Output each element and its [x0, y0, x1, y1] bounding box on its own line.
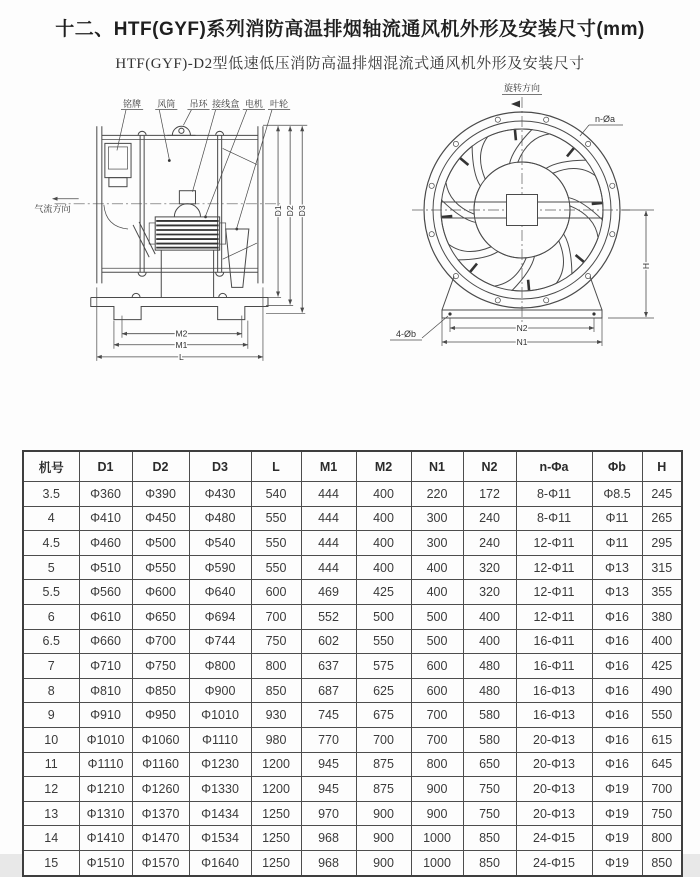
table-cell: Φ1230 — [189, 752, 251, 777]
table-cell: 700 — [411, 703, 463, 728]
table-cell: Φ16 — [592, 654, 642, 679]
table-cell: 400 — [356, 506, 411, 531]
table-cell: Φ800 — [189, 654, 251, 679]
table-cell: 602 — [301, 629, 356, 654]
table-cell: 12-Φ11 — [516, 580, 592, 605]
column-header: M2 — [356, 451, 411, 482]
table-cell: 480 — [463, 678, 516, 703]
column-header: D3 — [189, 451, 251, 482]
table-cell: Φ450 — [132, 506, 189, 531]
table-cell: 980 — [251, 727, 301, 752]
table-row — [23, 555, 682, 580]
table-cell: 16-Φ11 — [516, 654, 592, 679]
foot-bolts-label: 4-Øb — [395, 329, 417, 339]
table-cell: Φ19 — [592, 826, 642, 851]
fan-size-cell: 13 — [23, 801, 79, 826]
table-row — [23, 580, 682, 605]
diameter-dimensions — [263, 125, 307, 313]
dim-d2: D2 — [285, 205, 296, 217]
table-cell: Φ560 — [79, 580, 132, 605]
table-cell: Φ1010 — [189, 703, 251, 728]
flange-bolts-label: n-Øa — [594, 114, 616, 124]
fan-size-cell: 4.5 — [23, 531, 79, 556]
column-header: L — [251, 451, 301, 482]
table-cell: 24-Φ15 — [516, 850, 592, 875]
fan-size-cell: 14 — [23, 826, 79, 851]
table-cell: Φ13 — [592, 555, 642, 580]
table-cell: 645 — [642, 752, 682, 777]
table-cell: 12-Φ11 — [516, 555, 592, 580]
table-cell: 700 — [411, 727, 463, 752]
table-cell: 552 — [301, 604, 356, 629]
junction-box-label: 接线盒 — [212, 99, 240, 110]
table-row — [23, 801, 682, 826]
table-cell: 1250 — [251, 826, 301, 851]
dim-l: L — [179, 351, 184, 362]
table-cell: 850 — [463, 850, 516, 875]
table-cell: Φ590 — [189, 555, 251, 580]
table-cell: 400 — [356, 531, 411, 556]
table-cell: Φ16 — [592, 629, 642, 654]
table-cell: 850 — [251, 678, 301, 703]
airflow-label: 气流方向 — [34, 203, 71, 214]
table-row — [23, 703, 682, 728]
table-cell: 930 — [251, 703, 301, 728]
table-cell: 550 — [251, 555, 301, 580]
table-cell: Φ610 — [79, 604, 132, 629]
table-cell: 20-Φ13 — [516, 801, 592, 826]
table-cell: 945 — [301, 752, 356, 777]
table-cell: 875 — [356, 777, 411, 802]
table-cell: Φ1534 — [189, 826, 251, 851]
table-cell: 1200 — [251, 777, 301, 802]
table-cell: 750 — [642, 801, 682, 826]
table-cell: 320 — [463, 580, 516, 605]
table-cell: 687 — [301, 678, 356, 703]
page-subtitle: HTF(GYF)-D2型低速低压消防高温排烟混流式通风机外形及安装尺寸 — [115, 56, 585, 72]
table-cell: Φ1330 — [189, 777, 251, 802]
table-cell: 20-Φ13 — [516, 727, 592, 752]
table-cell: 245 — [642, 482, 682, 507]
table-cell: Φ430 — [189, 482, 251, 507]
table-cell: 8-Φ11 — [516, 506, 592, 531]
table-cell: 900 — [356, 850, 411, 875]
table-cell: Φ460 — [79, 531, 132, 556]
table-cell: Φ16 — [592, 727, 642, 752]
table-cell: 770 — [301, 727, 356, 752]
table-cell: 575 — [356, 654, 411, 679]
table-row — [23, 482, 682, 507]
fan-size-cell: 3.5 — [23, 482, 79, 507]
table-cell: 240 — [463, 531, 516, 556]
table-cell: 16-Φ13 — [516, 703, 592, 728]
table-cell: 580 — [463, 703, 516, 728]
table-cell: Φ500 — [132, 531, 189, 556]
lifting-ring-label: 吊环 — [189, 99, 208, 110]
table-cell: 16-Φ11 — [516, 629, 592, 654]
table-cell: 500 — [356, 604, 411, 629]
table-row — [23, 678, 682, 703]
table-cell: Φ16 — [592, 604, 642, 629]
side-view-part-labels — [117, 98, 290, 230]
table-cell: 900 — [356, 801, 411, 826]
table-cell: Φ694 — [189, 604, 251, 629]
table-cell: Φ8.5 — [592, 482, 642, 507]
motor — [149, 217, 226, 250]
table-cell: Φ1410 — [79, 826, 132, 851]
rotation-label: 旋转方向 — [503, 83, 541, 93]
nameplate-label: 铭牌 — [123, 99, 142, 110]
table-cell: Φ660 — [79, 629, 132, 654]
table-cell: Φ13 — [592, 580, 642, 605]
table-cell: 400 — [463, 629, 516, 654]
table-cell: 970 — [301, 801, 356, 826]
table-cell: 24-Φ15 — [516, 826, 592, 851]
front-view-drawing — [378, 80, 690, 357]
table-row — [23, 826, 682, 851]
table-cell: 469 — [301, 580, 356, 605]
table-cell: 400 — [356, 555, 411, 580]
table-cell: Φ710 — [79, 654, 132, 679]
table-cell: 900 — [356, 826, 411, 851]
fan-size-cell: 7 — [23, 654, 79, 679]
motor-label: 电机 — [244, 99, 263, 110]
table-row — [23, 777, 682, 802]
table-cell: 20-Φ13 — [516, 752, 592, 777]
table-cell: Φ1640 — [189, 850, 251, 875]
table-cell: Φ16 — [592, 752, 642, 777]
column-header: N2 — [463, 451, 516, 482]
table-cell: Φ650 — [132, 604, 189, 629]
table-cell: 637 — [301, 654, 356, 679]
table-cell: Φ1160 — [132, 752, 189, 777]
table-cell: Φ700 — [132, 629, 189, 654]
table-cell: Φ1260 — [132, 777, 189, 802]
fan-size-cell: 10 — [23, 727, 79, 752]
table-cell: Φ640 — [189, 580, 251, 605]
table-cell: Φ16 — [592, 703, 642, 728]
table-cell: 900 — [411, 801, 463, 826]
table-cell: 580 — [463, 727, 516, 752]
lifting-ring — [167, 126, 195, 135]
table-cell: Φ1110 — [189, 727, 251, 752]
table-cell: Φ19 — [592, 850, 642, 875]
table-cell: 300 — [411, 531, 463, 556]
table-cell: 295 — [642, 531, 682, 556]
table-cell: 172 — [463, 482, 516, 507]
fan-size-cell: 8 — [23, 678, 79, 703]
table-cell: 444 — [301, 555, 356, 580]
column-header: H — [642, 451, 682, 482]
foot-bolt-callout — [390, 316, 448, 340]
table-cell: 400 — [463, 604, 516, 629]
table-cell: 320 — [463, 555, 516, 580]
dim-m2: M2 — [175, 328, 188, 339]
column-header: D1 — [79, 451, 132, 482]
table-cell: Φ1210 — [79, 777, 132, 802]
table-cell: Φ19 — [592, 777, 642, 802]
table-cell: 600 — [411, 654, 463, 679]
table-cell: 315 — [642, 555, 682, 580]
table-row — [23, 752, 682, 777]
table-cell: 550 — [251, 531, 301, 556]
table-cell: 800 — [251, 654, 301, 679]
table-cell: 8-Φ11 — [516, 482, 592, 507]
table-cell: 425 — [642, 654, 682, 679]
table-cell: Φ900 — [189, 678, 251, 703]
column-header: 机号 — [23, 451, 79, 482]
table-cell: 625 — [356, 678, 411, 703]
table-cell: 600 — [251, 580, 301, 605]
table-cell: 1250 — [251, 850, 301, 875]
table-cell: 1000 — [411, 850, 463, 875]
table-row — [23, 850, 682, 875]
table-row — [23, 654, 682, 679]
fan-size-cell: 6 — [23, 604, 79, 629]
table-cell: 1250 — [251, 801, 301, 826]
table-cell: Φ1434 — [189, 801, 251, 826]
table-cell: 400 — [356, 482, 411, 507]
page-title: 十二、HTF(GYF)系列消防高温排烟轴流通风机外形及安装尺寸(mm) — [55, 19, 645, 40]
table-cell: Φ1310 — [79, 801, 132, 826]
fan-size-cell: 5 — [23, 555, 79, 580]
table-cell: 444 — [301, 482, 356, 507]
table-cell: Φ1370 — [132, 801, 189, 826]
table-cell: Φ744 — [189, 629, 251, 654]
table-cell: 444 — [301, 531, 356, 556]
table-cell: 675 — [356, 703, 411, 728]
table-cell: 16-Φ13 — [516, 678, 592, 703]
fan-size-cell: 12 — [23, 777, 79, 802]
table-cell: Φ510 — [79, 555, 132, 580]
table-cell: Φ1470 — [132, 826, 189, 851]
table-cell: 444 — [301, 506, 356, 531]
table-cell: 550 — [251, 506, 301, 531]
table-row — [23, 506, 682, 531]
table-row — [23, 531, 682, 556]
table-cell: Φ1010 — [79, 727, 132, 752]
table-row — [23, 629, 682, 654]
table-cell: Φ1570 — [132, 850, 189, 875]
table-cell: 12-Φ11 — [516, 604, 592, 629]
airflow-direction — [34, 199, 78, 214]
table-cell: 850 — [642, 850, 682, 875]
table-cell: Φ850 — [132, 678, 189, 703]
column-header: M1 — [301, 451, 356, 482]
side-view-drawing — [28, 86, 366, 378]
dim-m1: M1 — [175, 339, 188, 350]
table-cell: Φ750 — [132, 654, 189, 679]
table-cell: 480 — [463, 654, 516, 679]
table-cell: 945 — [301, 777, 356, 802]
table-cell: Φ910 — [79, 703, 132, 728]
column-header: D2 — [132, 451, 189, 482]
table-cell: 550 — [356, 629, 411, 654]
dim-h: H — [641, 262, 651, 270]
table-cell: 750 — [463, 801, 516, 826]
dim-n2: N2 — [516, 323, 528, 333]
table-cell: 500 — [411, 629, 463, 654]
table-cell: 265 — [642, 506, 682, 531]
table-cell: Φ810 — [79, 678, 132, 703]
impeller-label: 叶轮 — [270, 99, 289, 110]
table-cell: 425 — [356, 580, 411, 605]
table-cell: Φ600 — [132, 580, 189, 605]
table-cell: Φ480 — [189, 506, 251, 531]
fan-size-cell: 9 — [23, 703, 79, 728]
height-dimension — [608, 210, 654, 318]
table-cell: 615 — [642, 727, 682, 752]
table-cell: 850 — [463, 826, 516, 851]
dim-n1: N1 — [516, 337, 528, 347]
header-row — [23, 451, 682, 482]
table-cell: 500 — [411, 604, 463, 629]
table-cell: 900 — [411, 777, 463, 802]
table-row — [23, 604, 682, 629]
dim-d1: D1 — [273, 205, 284, 217]
table-cell: 240 — [463, 506, 516, 531]
length-dimensions — [97, 287, 263, 361]
table-cell: 700 — [251, 604, 301, 629]
table-cell: 380 — [642, 604, 682, 629]
table-cell: 400 — [411, 555, 463, 580]
table-cell: 750 — [463, 777, 516, 802]
flange-bolt-callout — [580, 114, 623, 136]
table-cell: Φ550 — [132, 555, 189, 580]
fan-size-cell: 5.5 — [23, 580, 79, 605]
table-cell: 400 — [642, 629, 682, 654]
table-cell: 600 — [411, 678, 463, 703]
support-base — [91, 222, 268, 320]
fan-size-cell: 6.5 — [23, 629, 79, 654]
table-cell: Φ410 — [79, 506, 132, 531]
table-cell: Φ360 — [79, 482, 132, 507]
column-header: Φb — [592, 451, 642, 482]
width-dimensions — [442, 318, 602, 347]
table-cell: Φ1510 — [79, 850, 132, 875]
table-cell: 550 — [642, 703, 682, 728]
table-cell: 1200 — [251, 752, 301, 777]
table-cell: 745 — [301, 703, 356, 728]
casing-label: 风筒 — [157, 99, 176, 110]
table-cell: 355 — [642, 580, 682, 605]
table-cell: 650 — [463, 752, 516, 777]
table-cell: 968 — [301, 826, 356, 851]
table-cell: Φ950 — [132, 703, 189, 728]
table-cell: Φ1110 — [79, 752, 132, 777]
table-cell: Φ1060 — [132, 727, 189, 752]
fan-size-cell: 11 — [23, 752, 79, 777]
table-cell: Φ390 — [132, 482, 189, 507]
nameplate — [105, 143, 131, 186]
table-cell: 875 — [356, 752, 411, 777]
table-cell: 12-Φ11 — [516, 531, 592, 556]
table-cell: Φ16 — [592, 678, 642, 703]
table-cell: Φ19 — [592, 801, 642, 826]
table-cell: 700 — [356, 727, 411, 752]
table-cell: 490 — [642, 678, 682, 703]
table-row — [23, 727, 682, 752]
column-header: N1 — [411, 451, 463, 482]
table-cell: 750 — [251, 629, 301, 654]
table-cell: Φ11 — [592, 506, 642, 531]
dim-d3: D3 — [297, 205, 308, 217]
table-cell: 968 — [301, 850, 356, 875]
table-cell: 800 — [411, 752, 463, 777]
table-cell: 220 — [411, 482, 463, 507]
fan-size-cell: 15 — [23, 850, 79, 875]
table-cell: Φ540 — [189, 531, 251, 556]
table-cell: 400 — [411, 580, 463, 605]
table-cell: 700 — [642, 777, 682, 802]
table-cell: 20-Φ13 — [516, 777, 592, 802]
table-cell: 1000 — [411, 826, 463, 851]
table-cell: Φ11 — [592, 531, 642, 556]
table-cell: 300 — [411, 506, 463, 531]
fan-size-cell: 4 — [23, 506, 79, 531]
column-header: n-Φa — [516, 451, 592, 482]
spec-table — [22, 450, 683, 877]
table-cell: 540 — [251, 482, 301, 507]
table-cell: 800 — [642, 826, 682, 851]
